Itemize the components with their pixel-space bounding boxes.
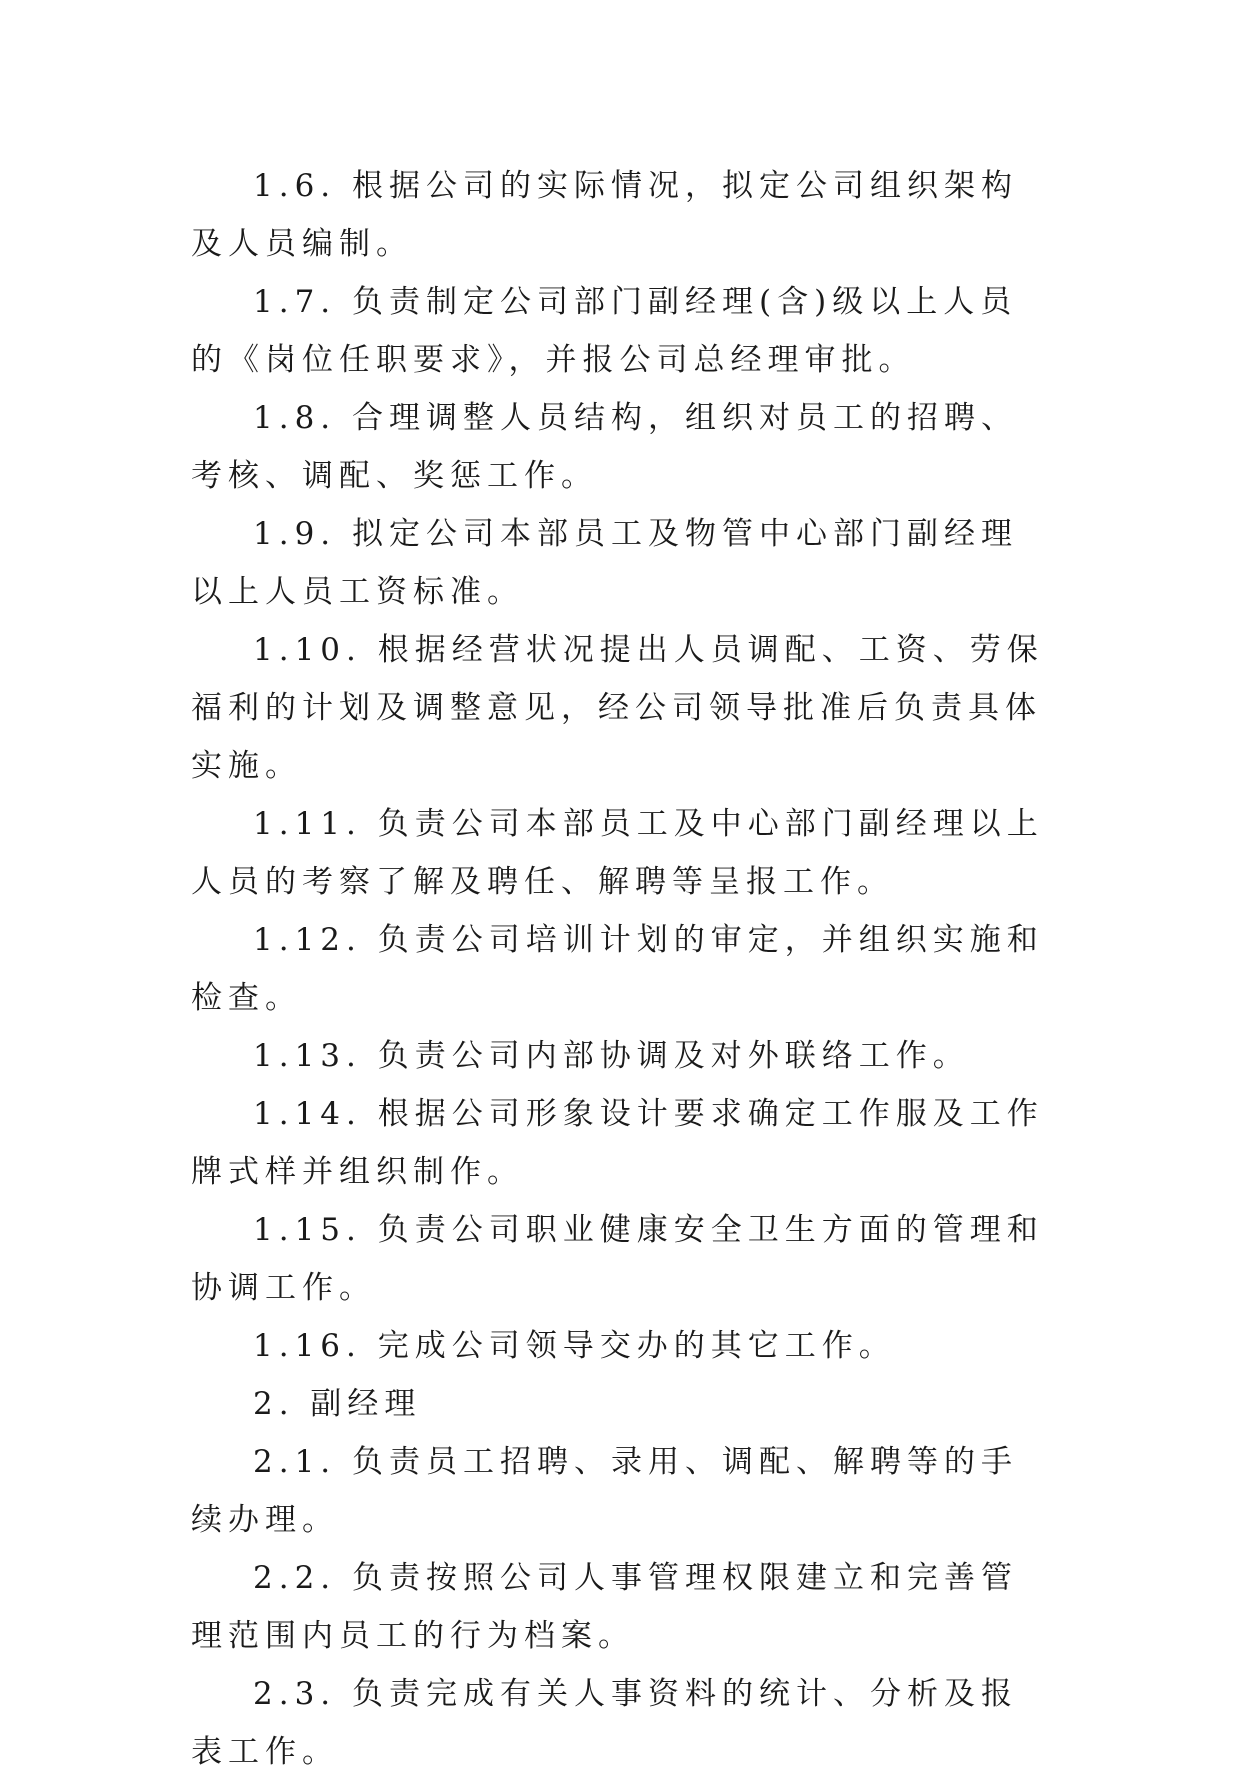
section-heading-2: 2. 副经理 (253, 1386, 422, 1422)
paragraph-2-1: 2.1. 负责员工招聘、录用、调配、解聘等的手续办理。 (191, 1444, 1019, 1538)
paragraph-1-7: 1.7. 负责制定公司部门副经理(含)级以上人员的《岗位任职要求》，并报公司总经理审批。 (191, 284, 1018, 378)
document-body (191, 157, 1053, 1781)
paragraph-1-9: 1.9. 拟定公司本部员工及物管中心部门副经理以上人员工资标准。 (191, 516, 1019, 610)
paragraph-1-6: 1.6. 根据公司的实际情况，拟定公司组织架构及人员编制。 (191, 168, 1019, 262)
paragraph-1-15: 1.15. 负责公司职业健康安全卫生方面的管理和协调工作。 (191, 1212, 1044, 1306)
paragraph-1-14: 1.14. 根据公司形象设计要求确定工作服及工作牌式样并组织制作。 (191, 1096, 1044, 1190)
paragraph-1-16: 1.16. 完成公司领导交办的其它工作。 (253, 1328, 896, 1364)
paragraph-1-13: 1.13. 负责公司内部协调及对外联络工作。 (253, 1038, 970, 1074)
paragraph-2-2: 2.2. 负责按照公司人事管理权限建立和完善管理范围内员工的行为档案。 (191, 1560, 1019, 1654)
paragraph-1-8: 1.8. 合理调整人员结构，组织对员工的招聘、考核、调配、奖惩工作。 (191, 400, 1019, 494)
paragraph-1-10: 1.10. 根据经营状况提出人员调配、工资、劳保福利的计划及调整意见，经公司领导批准后负责具体实施。 (191, 632, 1044, 784)
paragraph-1-12: 1.12. 负责公司培训计划的审定，并组织实施和检查。 (191, 922, 1044, 1016)
paragraph-1-11: 1.11. 负责公司本部员工及中心部门副经理以上人员的考察了解及聘任、解聘等呈报工作。 (191, 806, 1044, 900)
paragraph-2-3: 2.3. 负责完成有关人事资料的统计、分析及报表工作。 (191, 1676, 1019, 1770)
